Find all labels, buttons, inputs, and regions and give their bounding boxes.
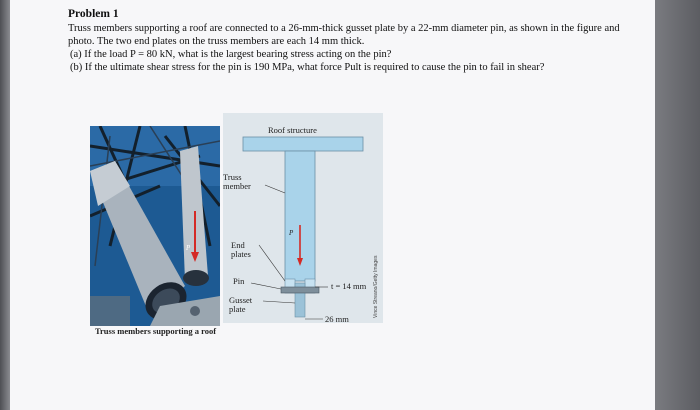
thickness-label: t = 14 mm <box>331 281 367 291</box>
problem-title: Problem 1 <box>68 8 119 20</box>
photo-credit: Vince Streano/Getty Images <box>373 255 379 318</box>
photo-caption: Truss members supporting a roof <box>95 326 217 336</box>
gusset-thickness-label: 26 mm <box>325 314 349 324</box>
part-b: (b) If the ultimate shear stress for the pin is 190 MPa, what force Pult is required to cause the pin to fail in shear? <box>70 62 545 73</box>
right-shadow <box>655 0 700 410</box>
pin-label: Pin <box>233 276 245 286</box>
svg-text:P: P <box>186 244 191 252</box>
truss-photo <box>90 126 220 326</box>
truss-photo-graphic <box>90 126 220 326</box>
truss-member-label: Truss member <box>223 172 251 191</box>
pin-diagram <box>223 113 488 338</box>
svg-text:P: P <box>289 229 294 237</box>
problem-statement: Truss members supporting a roof are connected to a 26-mm-thick gusset plate by a 22-mm diameter pin, as shown in the figure and photo. The two end plates on the truss members are each 14 mm thick. <box>68 23 620 47</box>
left-shadow <box>0 0 10 410</box>
gusset-plate-label: Gusset plate <box>229 295 253 314</box>
end-plates-label: End plates <box>231 240 251 259</box>
roof-label: Roof structure <box>268 125 317 135</box>
problem-text <box>68 8 628 74</box>
part-a: (a) If the load P = 80 kN, what is the largest bearing stress acting on the pin? <box>70 49 392 60</box>
figure <box>90 113 385 338</box>
